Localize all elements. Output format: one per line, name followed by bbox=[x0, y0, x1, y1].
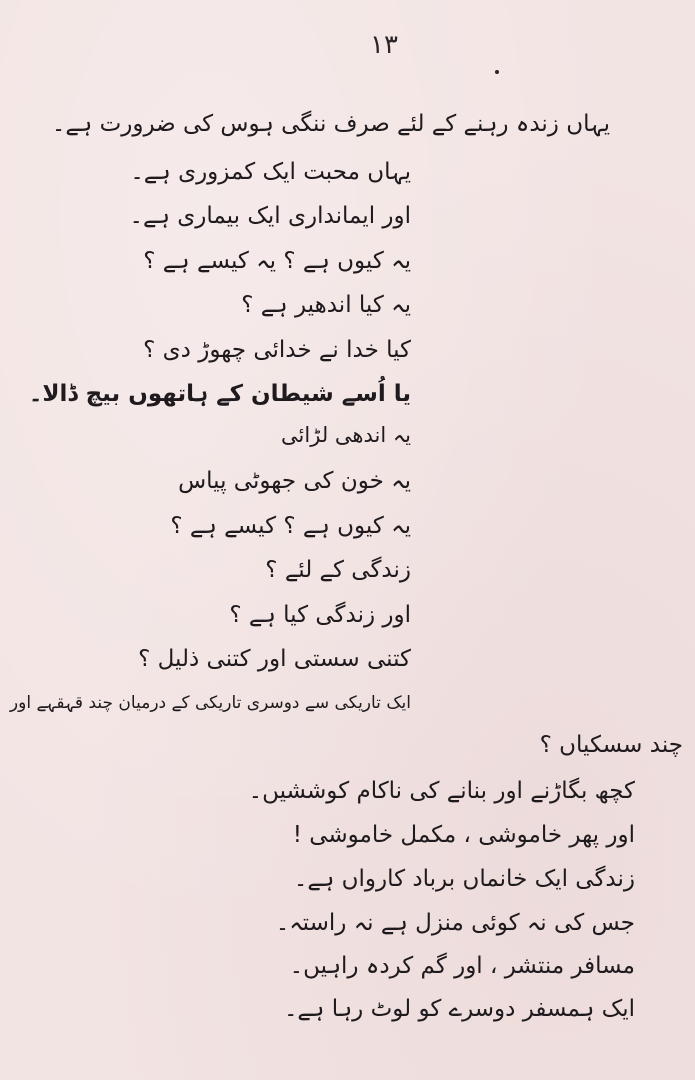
text-line-5: یہ کیا اندھیر ہے ؟ bbox=[241, 292, 411, 318]
text-line-6: کیا خدا نے خدائی چھوڑ دی ؟ bbox=[143, 337, 411, 363]
text-line-10: یہ کیوں ہے ؟ کیسے ہے ؟ bbox=[170, 513, 411, 539]
text-line-20: مسافر منتشر ، اور گم کردہ راہیں۔ bbox=[289, 953, 635, 979]
text-line-2: یہاں محبت ایک کمزوری ہے۔ bbox=[130, 159, 411, 185]
ink-dot bbox=[495, 70, 499, 74]
text-line-7: یا اُسے شیطان کے ہاتھوں بیچ ڈالا۔ bbox=[28, 381, 411, 407]
text-line-18: زندگی ایک خانماں برباد کارواں ہے۔ bbox=[293, 866, 635, 892]
text-line-13: کتنی سستی اور کتنی ذلیل ؟ bbox=[138, 646, 411, 672]
text-line-9: یہ خون کی جھوٹی پیاس bbox=[178, 468, 411, 494]
text-line-19: جس کی نہ کوئی منزل ہے نہ راستہ۔ bbox=[275, 910, 635, 936]
text-line-16: کچھ بگاڑنے اور بنانے کی ناکام کوششیں۔ bbox=[248, 778, 635, 804]
text-line-11: زندگی کے لئے ؟ bbox=[265, 557, 411, 583]
text-line-12: اور زندگی کیا ہے ؟ bbox=[229, 602, 411, 628]
text-line-21: ایک ہمسفر دوسرے کو لوٹ رہا ہے۔ bbox=[283, 996, 635, 1022]
text-line-17: اور پھر خاموشی ، مکمل خاموشی ! bbox=[292, 822, 635, 848]
text-line-3: اور ایمانداری ایک بیماری ہے۔ bbox=[129, 203, 411, 229]
text-line-4: یہ کیوں ہے ؟ یہ کیسے ہے ؟ bbox=[143, 248, 411, 274]
page-number: ۱۳ bbox=[370, 30, 398, 60]
text-line-14: ایک تاریکی سے دوسری تاریکی کے درمیان چند قہقہے اور bbox=[9, 693, 411, 713]
text-line-1: یہاں زندہ رہنے کے لئے صرف ننگی ہوس کی ضرورت ہے۔ bbox=[51, 111, 610, 137]
text-line-15: چند سسکیاں ؟ bbox=[539, 732, 683, 758]
text-line-8: یہ اندھی لڑائی bbox=[281, 423, 411, 447]
